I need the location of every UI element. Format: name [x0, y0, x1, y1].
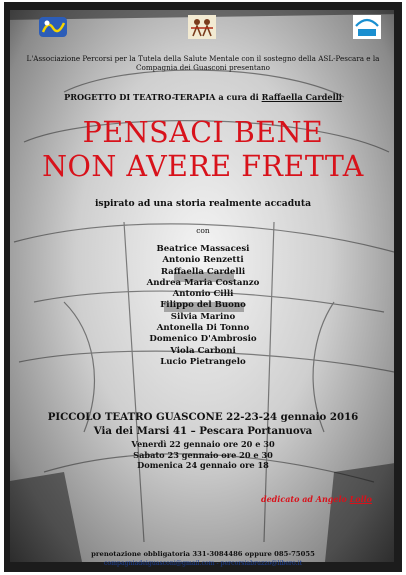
cast-member: Domenico D'Ambrosio [149, 334, 257, 345]
intro-line-1: L'Associazione Percorsi per la Tutela della Salute Mentale con il sostegno della ASL-Pescara e la [26, 54, 380, 63]
cast-member: Antonella Di Tonno [156, 323, 250, 334]
cast-member: Antonio Cilli [172, 289, 234, 300]
title-line-1: PENSACI BENE [82, 116, 324, 149]
venue-address: Via dei Marsi 41 – Pescara Portanuova [93, 425, 313, 437]
association-logo-icon [38, 14, 68, 40]
cast-member: Raffaella Cardelli [160, 266, 246, 277]
cast-member: Filippo del Buono [160, 300, 246, 311]
project-author: Raffaella Cardelli [261, 92, 342, 102]
cast-member: Lucio Pietrangelo [160, 356, 246, 367]
intro-text [18, 54, 388, 72]
company-logo-icon [187, 14, 217, 40]
schedule-item: Sabato 23 gennaio ore 20 e 30 [133, 449, 273, 460]
dedication [261, 494, 372, 504]
contact-emails[interactable]: compagniadeiguasconi@gmail.com - percorsiabruzzo@libero.it [103, 560, 303, 567]
play-subtitle: ispirato ad una storia realmente accaduta [94, 198, 312, 209]
project-prefix: PROGETTO DI TEATRO-TERAPIA a cura di [64, 92, 262, 102]
intro-line-2: Compagnia dei Guasconi presentano [136, 63, 270, 72]
dedication-name: Lollo [349, 494, 372, 504]
booking-info: prenotazione obbligatoria 331-3084486 oppure 085-75055 [91, 550, 315, 558]
venue-dates: PICCOLO TEATRO GUASCONE 22-23-24 gennaio 2016 [47, 411, 359, 423]
title-line-2: NON AVERE FRETTA [42, 150, 364, 183]
cast-member: Andrea Maria Costanzo [146, 277, 260, 288]
cast-list [4, 244, 402, 368]
asl-logo-icon [352, 14, 382, 40]
play-title [4, 116, 402, 184]
dedication-prefix: dedicato ad Angelo [261, 494, 350, 504]
cast-member: Viola Carboni [170, 345, 236, 356]
cast-member: Beatrice Massacesi [156, 244, 250, 254]
poster [4, 2, 402, 572]
cast-member: Silvia Marino [170, 311, 236, 322]
project-credit [4, 92, 402, 102]
show-schedule [4, 439, 402, 471]
schedule-item: Domenica 24 gennaio ore 18 [137, 460, 269, 471]
schedule-item: Venerdì 22 gennaio ore 20 e 30 [131, 439, 275, 449]
with-label: con [196, 226, 210, 235]
cast-member: Antonio Renzetti [162, 255, 244, 266]
grunge-border-top [4, 2, 402, 10]
